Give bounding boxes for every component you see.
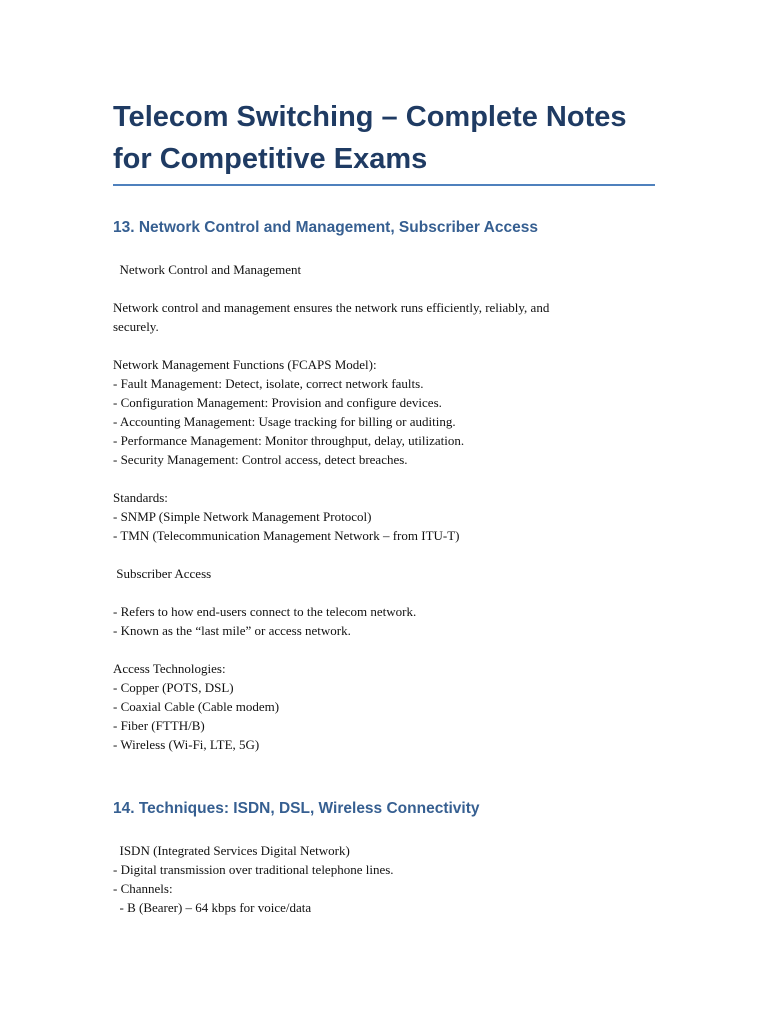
spacer [113,469,655,488]
fcaps-item: - Security Management: Control access, detect breaches. [113,452,408,467]
standards-item: - TMN (Telecommunication Management Network – from ITU-T) [113,528,460,543]
document-page [113,96,655,917]
fcaps-item: - Performance Management: Monitor throughput, delay, utilization. [113,433,465,448]
spacer [113,545,655,564]
access-item: - Wireless (Wi-Fi, LTE, 5G) [113,737,260,752]
access-technologies-title: Access Technologies: [113,661,226,676]
standards-item: - SNMP (Simple Network Management Protocol) [113,509,372,524]
ncm-title: Network Control and Management [113,262,302,277]
subscriber-item: - Refers to how end-users connect to the telecom network. [113,604,417,619]
access-item: - Copper (POTS, DSL) [113,680,234,695]
section-13-body [113,260,655,754]
ncm-intro-line-2: securely. [113,319,159,334]
subscriber-access-title: Subscriber Access [113,566,212,581]
isdn-item: - B (Bearer) – 64 kbps for voice/data [113,900,312,915]
document-title-line-1: Telecom Switching – Complete Notes [113,101,627,133]
isdn-title: ISDN (Integrated Services Digital Network) [113,843,350,858]
spacer [113,640,655,659]
standards-title: Standards: [113,490,168,505]
fcaps-title: Network Management Functions (FCAPS Model): [113,357,377,372]
isdn-item: - Digital transmission over traditional telephone lines. [113,862,394,877]
fcaps-item: - Fault Management: Detect, isolate, correct network faults. [113,376,424,391]
ncm-intro-line-1: Network control and management ensures the network runs efficiently, reliably, and [113,300,550,315]
section-14-body [113,841,655,917]
access-item: - Fiber (FTTH/B) [113,718,205,733]
section-13-heading: 13. Network Control and Management, Subscriber Access [113,219,538,236]
spacer [113,279,655,298]
document-title-line-2: for Competitive Exams [113,143,428,175]
document-title [113,96,655,184]
access-item: - Coaxial Cable (Cable modem) [113,699,280,714]
isdn-item: - Channels: [113,881,173,896]
fcaps-item: - Accounting Management: Usage tracking for billing or auditing. [113,414,456,429]
fcaps-item: - Configuration Management: Provision and configure devices. [113,395,442,410]
spacer [113,336,655,355]
subscriber-item: - Known as the “last mile” or access network. [113,623,351,638]
title-underline [113,184,655,186]
section-14-heading: 14. Techniques: ISDN, DSL, Wireless Connectivity [113,800,480,817]
spacer [113,583,655,602]
